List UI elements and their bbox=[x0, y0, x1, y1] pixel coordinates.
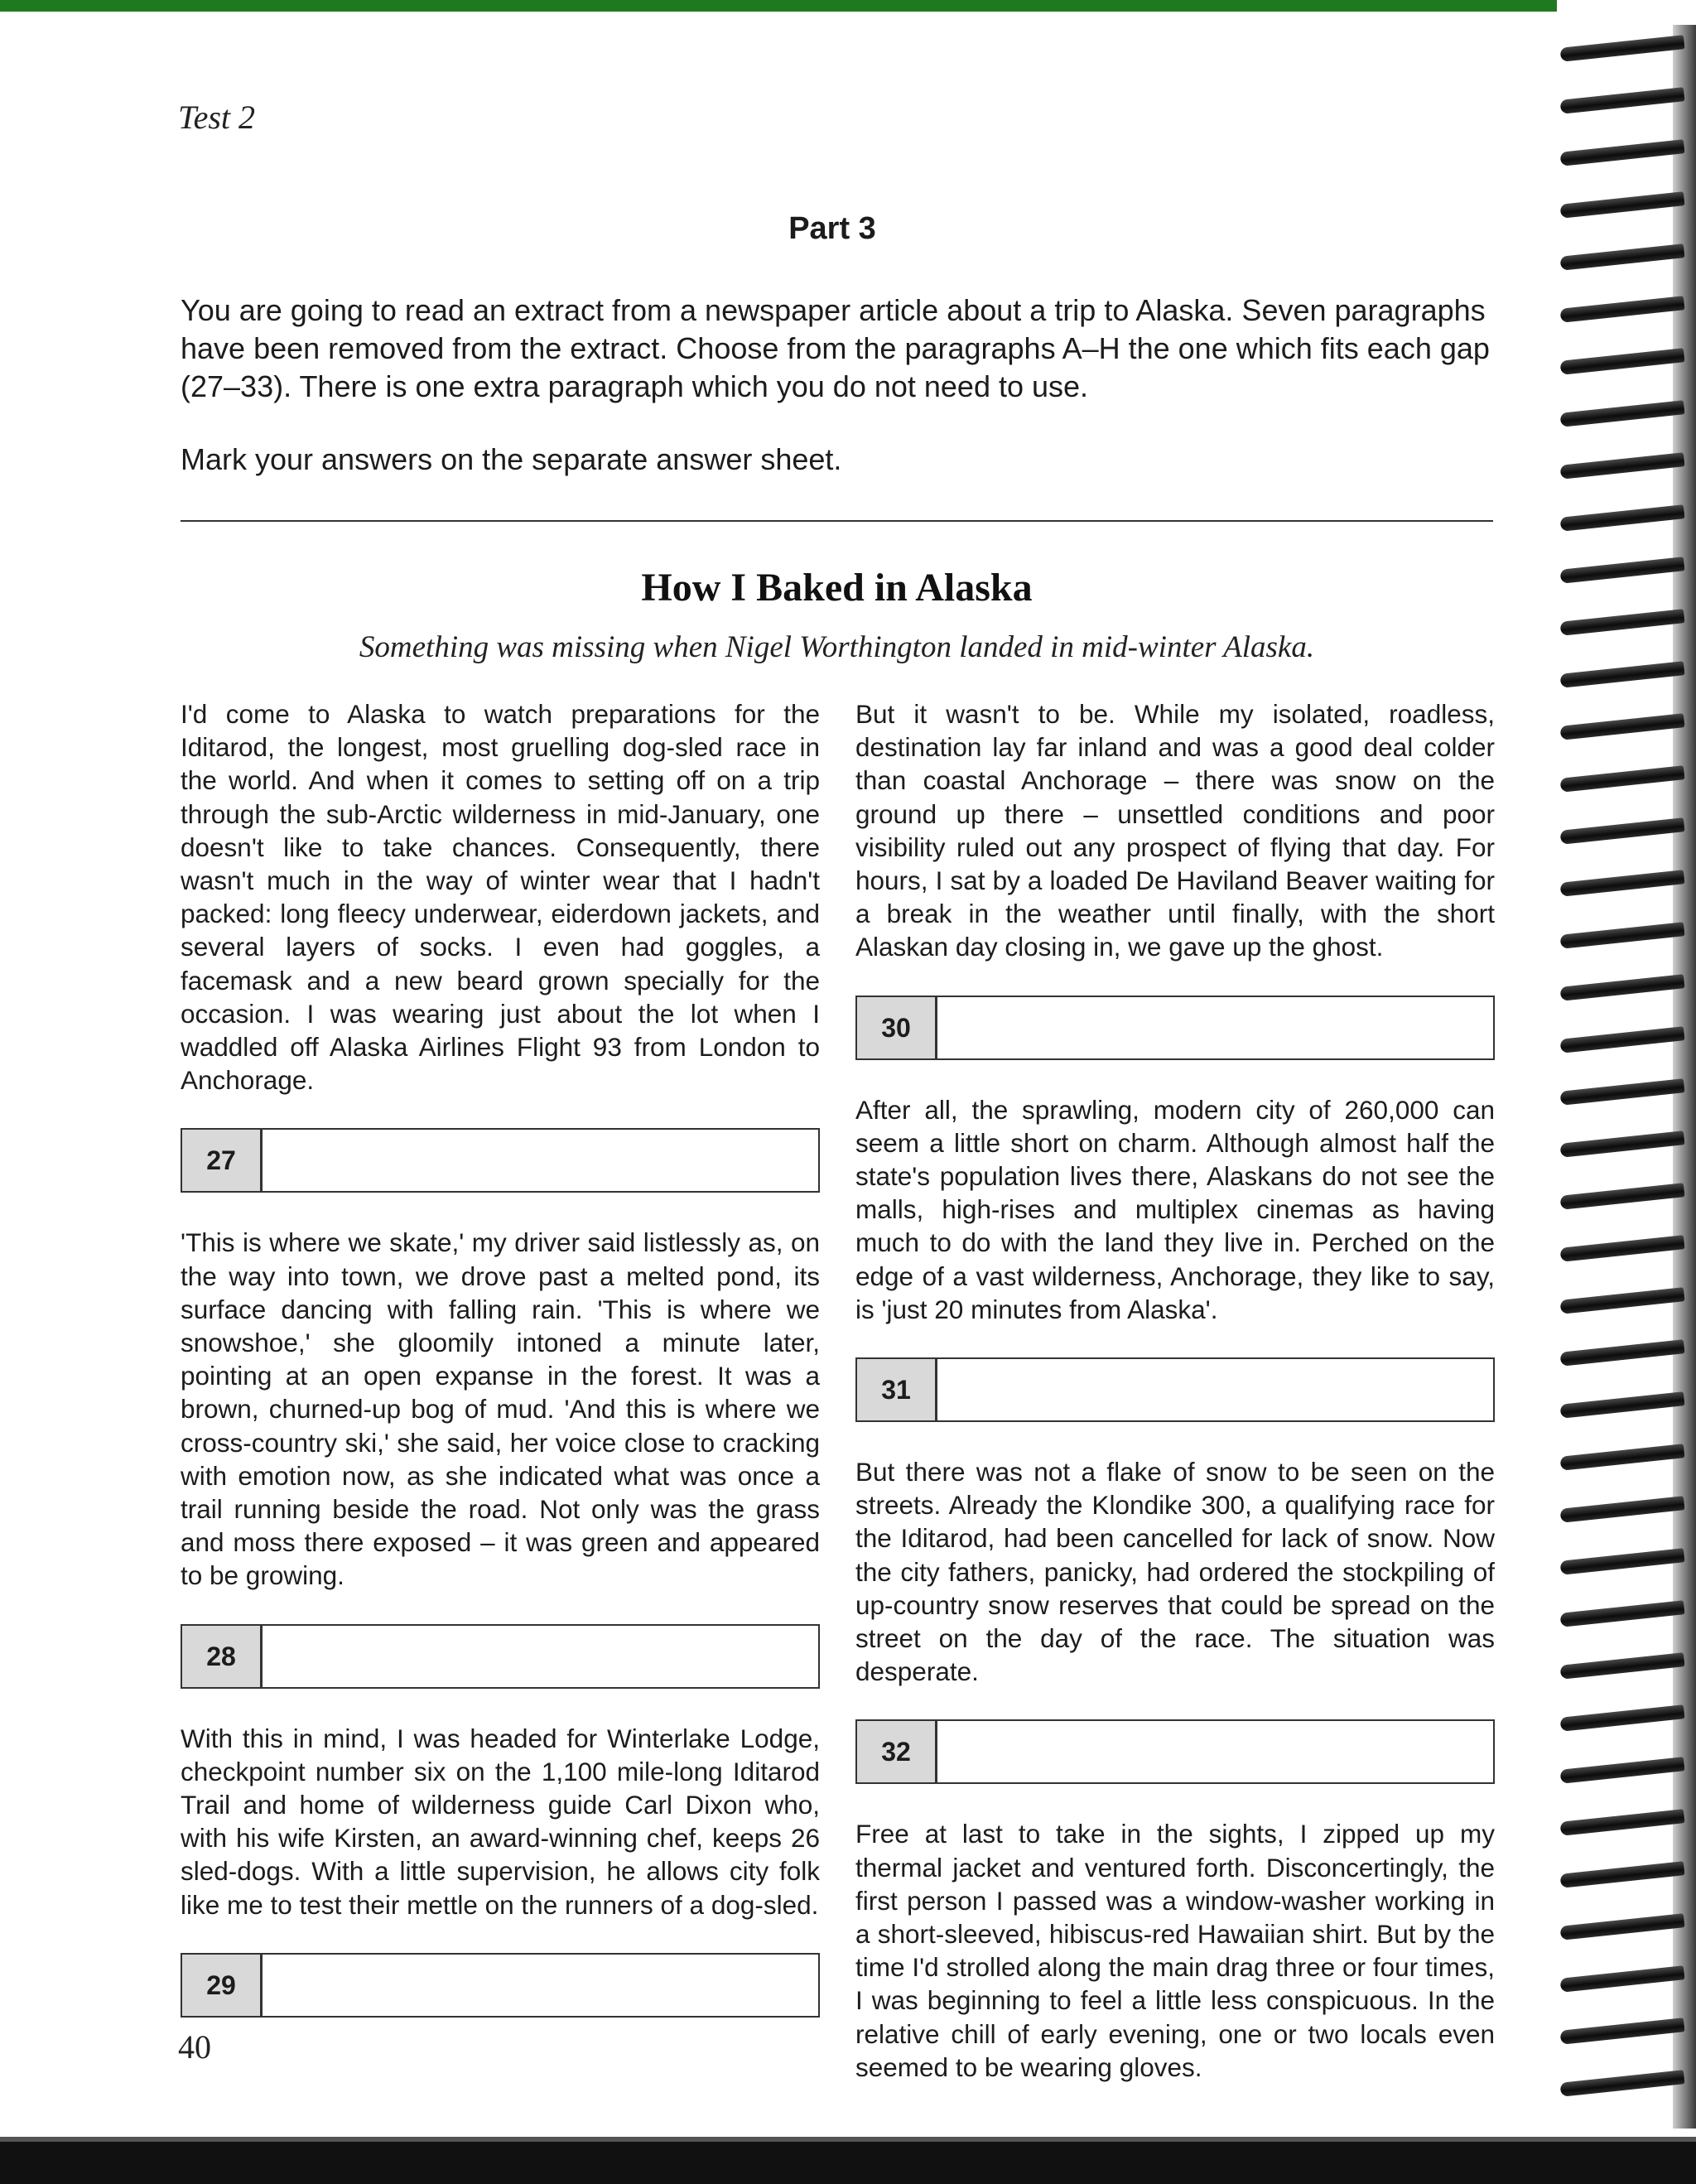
paragraph: But there was not a flake of snow to be seen on the streets. Already the Klondike 300, a qualifying race for the Iditarod, had been cancelled for lack of snow. Now the city fathers, panicky, had ordered the stockpiling of up-country snow reserves that could be spread on the street on the day of the race. The situation was desperate. bbox=[855, 1457, 1495, 1687]
binding-coil bbox=[1560, 1704, 1685, 1732]
binding-coil bbox=[1560, 1965, 1685, 1993]
article-subtitle: Something was missing when Nigel Worthington landed in mid-winter Alaska. bbox=[359, 630, 1315, 664]
gap-box-32[interactable] bbox=[855, 1719, 1495, 1784]
binding-coil bbox=[1560, 557, 1685, 584]
page-number: 40 bbox=[178, 2028, 211, 2066]
spiral-binding bbox=[1559, 25, 1696, 2129]
binding-coil bbox=[1560, 1183, 1685, 1210]
binding-coil bbox=[1560, 35, 1685, 62]
binding-coil bbox=[1560, 400, 1685, 427]
binding-coil bbox=[1560, 870, 1685, 897]
binding-coil bbox=[1560, 713, 1685, 740]
gap-number: 31 bbox=[857, 1359, 937, 1420]
binding-coil bbox=[1560, 1913, 1685, 1941]
binding-coil bbox=[1560, 87, 1685, 114]
gap-answer-field[interactable] bbox=[937, 1721, 1493, 1782]
answer-sheet-note: Mark your answers on the separate answer sheet. bbox=[181, 442, 842, 476]
gap-box-30[interactable] bbox=[855, 996, 1495, 1060]
binding-coil bbox=[1560, 1339, 1685, 1367]
binding-coil bbox=[1560, 1600, 1685, 1627]
binding-coil bbox=[1560, 296, 1685, 323]
binding-coil bbox=[1560, 661, 1685, 688]
gap-box-27[interactable] bbox=[181, 1128, 820, 1193]
binding-coil bbox=[1560, 1026, 1685, 1053]
binding-coil bbox=[1560, 1809, 1685, 1836]
right-column bbox=[855, 697, 1495, 2084]
paragraph: I'd come to Alaska to watch preparations for the Iditarod, the longest, most gruelling dog-sled race in the world. And when it comes to setting off on a trip through the sub-Arctic wilderness in mid-January, one doesn't like to take chances. Consequently, there wasn't much in the way of winter wear that I hadn't packed: long fleecy underwear, eiderdown jackets, and several layers of socks. I even had goggles, a facemask and a new beard grown specially for the occasion. I was wearing just about the lot when I waddled off Alaska Airlines Flight 93 from London to Anchorage. bbox=[181, 699, 820, 1096]
gap-number: 32 bbox=[857, 1721, 937, 1782]
binding-coil bbox=[1560, 817, 1685, 845]
gap-number: 27 bbox=[182, 1130, 263, 1191]
gap-answer-field[interactable] bbox=[263, 1955, 818, 2016]
binding-coil bbox=[1560, 452, 1685, 480]
instructions bbox=[181, 292, 1493, 479]
article-title: How I Baked in Alaska bbox=[641, 566, 1033, 610]
instruction-text: You are going to read an extract from a newspaper article about a trip to Alaska. Seven paragraphs have been removed from the extract. Choose from the paragraphs A–H the one which fits each gap (27–33). There is one extra paragraph which you do not need to use. bbox=[181, 293, 1490, 403]
binding-coil bbox=[1560, 1078, 1685, 1106]
paragraph: After all, the sprawling, modern city of 260,000 can seem a little short on charm. Although almost half the state's population lives there, Alaskans do not see the malls, high-rises and multiplex cinemas as having much to do with the land they live in. Perched on the edge of a vast wilderness, Anchorage, they like to say, is 'just 20 minutes from Alaska'. bbox=[855, 1094, 1495, 1324]
binding-coil bbox=[1560, 1131, 1685, 1158]
binding-coil bbox=[1560, 348, 1685, 375]
gap-answer-field[interactable] bbox=[937, 997, 1493, 1058]
part-title: Part 3 bbox=[788, 211, 876, 246]
binding-coil bbox=[1560, 1391, 1685, 1419]
gap-number: 28 bbox=[182, 1626, 263, 1687]
section-divider bbox=[181, 520, 1493, 522]
paragraph: But it wasn't to be. While my isolated, roadless, destination lay far inland and was a good deal colder than coastal Anchorage – there was snow on the ground up there – unsettled conditions and poor visibility ruled out any prospect of flying that day. For hours, I sat by a loaded De Haviland Beaver waiting for a break in the weather until finally, with the short Alaskan day closing in, we gave up the ghost. bbox=[855, 699, 1495, 962]
binding-coil bbox=[1560, 1444, 1685, 1471]
bottom-black-band bbox=[0, 2137, 1696, 2184]
paragraph: With this in mind, I was headed for Winterlake Lodge, checkpoint number six on the 1,100 mile-long Iditarod Trail and home of wilderness guide Carl Dixon who, with his wife Kirsten, an award-winning chef, keeps 26 sled-dogs. With a little supervision, he allows city folk like me to test their mettle on the runners of a dog-sled. bbox=[181, 1723, 820, 1920]
binding-coil bbox=[1560, 2018, 1685, 2045]
gap-number: 29 bbox=[182, 1955, 263, 2016]
binding-coil bbox=[1560, 1496, 1685, 1523]
gap-number: 30 bbox=[857, 997, 937, 1058]
binding-coil bbox=[1560, 1757, 1685, 1784]
binding-coil bbox=[1560, 1235, 1685, 1262]
binding-coil bbox=[1560, 1861, 1685, 1888]
top-green-rule bbox=[0, 0, 1557, 12]
gap-answer-field[interactable] bbox=[263, 1130, 818, 1191]
gap-box-28[interactable] bbox=[181, 1624, 820, 1689]
paragraph: 'This is where we skate,' my driver said listlessly as, on the way into town, we drove past a melted pond, its surface dancing with falling rain. 'This is where we snowshoe,' she gloomily intoned a minute later, pointing at an open expanse in the forest. It was a brown, churned-up bog of mud. 'And this is where we cross-country ski,' she said, her voice close to cracking with emotion now, as she indicated what was once a trail running beside the road. Not only was the grass and moss there exposed – it was green and appeared to be growing. bbox=[181, 1227, 820, 1591]
binding-coil bbox=[1560, 974, 1685, 1001]
binding-coil bbox=[1560, 765, 1685, 793]
binding-coil bbox=[1560, 1652, 1685, 1680]
binding-coil bbox=[1560, 609, 1685, 636]
gap-box-31[interactable] bbox=[855, 1357, 1495, 1422]
binding-coil bbox=[1560, 139, 1685, 166]
binding-coil bbox=[1560, 1287, 1685, 1314]
gap-answer-field[interactable] bbox=[263, 1626, 818, 1687]
binding-coil bbox=[1560, 2070, 1685, 2097]
running-head: Test 2 bbox=[178, 99, 256, 136]
gap-answer-field[interactable] bbox=[937, 1359, 1493, 1420]
binding-coil bbox=[1560, 922, 1685, 949]
gap-box-29[interactable] bbox=[181, 1953, 820, 2018]
binding-coil bbox=[1560, 1548, 1685, 1575]
binding-coil bbox=[1560, 243, 1685, 271]
paragraph: Free at last to take in the sights, I zipped up my thermal jacket and ventured forth. Disconcertingly, the first person I passed was a window-washer working in a short-sleeved, hibiscus-red Hawaiian shirt. But by the time I'd strolled along the main drag three or four times, I was beginning to feel a little less conspicuous. In the relative chill of early evening, one or two locals even seemed to be wearing gloves. bbox=[855, 1819, 1495, 2082]
left-column bbox=[181, 697, 820, 2051]
binding-coil bbox=[1560, 504, 1685, 532]
